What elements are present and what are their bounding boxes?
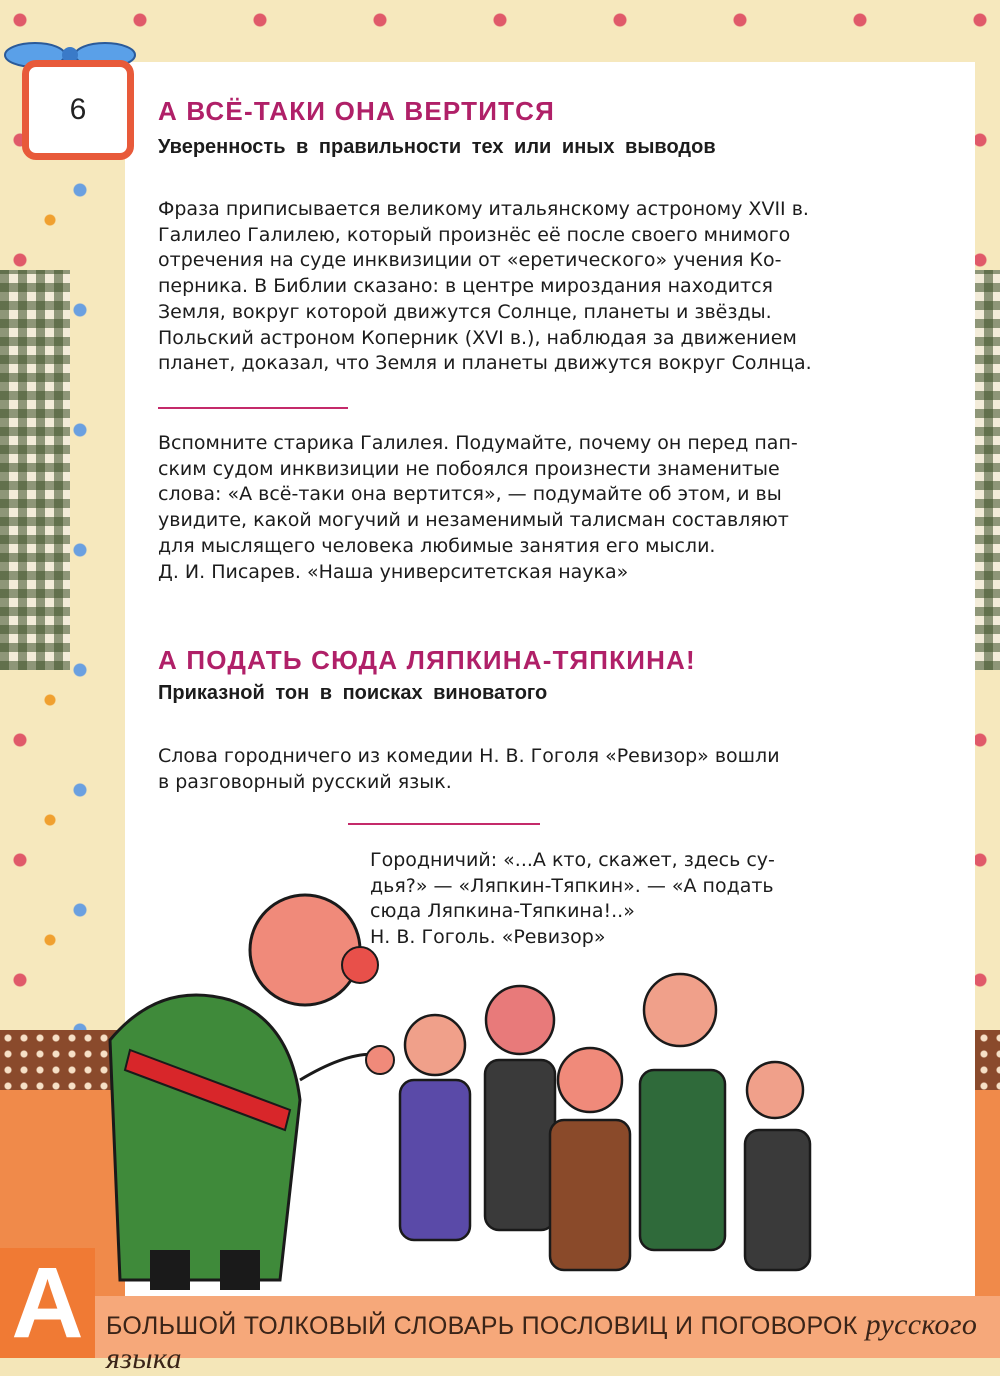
gorodnichiy-illustration-icon — [80, 880, 840, 1300]
text-line: отречения на суде инквизиции от «еретического» учения Ко- — [158, 249, 782, 272]
quote-source: Н. В. Гоголь. «Ревизор» — [370, 926, 606, 949]
quote-line: дья?» — «Ляпкин-Тяпкин». — «А подать — [370, 874, 774, 897]
entry1-body — [158, 197, 888, 377]
text-line: Польский астроном Коперник (XVI в.), наблюдая за движением — [158, 326, 797, 349]
text-line: Галилео Галилею, который произнёс её после своего мнимого — [158, 223, 791, 246]
entry2-subtitle: Приказной тон в поисках виноватого — [158, 682, 548, 704]
entry1-title: А ВСЁ-ТАКИ ОНА ВЕРТИТСЯ — [158, 96, 556, 126]
separator-line — [158, 407, 348, 409]
footer-script-text: русского языка — [106, 1308, 978, 1375]
separator-line — [348, 823, 540, 825]
quote-line: сюда Ляпкина-Тяпкина!..» — [370, 900, 635, 923]
quote-line: Городничий: «...А кто, скажет, здесь су- — [370, 849, 775, 871]
footer-text: БОЛЬШОЙ ТОЛКОВЫЙ СЛОВАРЬ ПОСЛОВИЦ И ПОГОВОРОК — [106, 1312, 858, 1340]
entry1-subtitle: Уверенность в правильности тех или иных выводов — [158, 136, 716, 158]
text-line: Фраза приписывается великому итальянскому астроному XVII в. — [158, 198, 809, 220]
page-number: 6 — [69, 93, 87, 126]
text-line: Слова городничего из комедии Н. В. Гоголя «Ревизор» вошли — [158, 745, 780, 767]
quote-line: для мыслящего человека любимые занятия его мысли. — [158, 534, 716, 557]
text-line: Земля, вокруг которой движутся Солнце, планеты и звёзды. — [158, 300, 772, 323]
quote-line: слова: «А всё-таки она вертится», — подумайте об этом, и вы — [158, 483, 782, 506]
quote-line: Вспомните старика Галилея. Подумайте, почему он перед пап- — [158, 432, 798, 454]
entry2-body — [158, 744, 888, 795]
page-number-frame — [22, 60, 134, 160]
quote-line: ским судом инквизиции не побоялся произнести знаменитые — [158, 457, 780, 480]
text-line: перника. В Библии сказано: в центре мироздания находится — [158, 275, 773, 298]
gingham-strip-left — [0, 270, 70, 670]
footer-title — [106, 1308, 1000, 1376]
text-line: планет, доказал, что Земля и планеты движутся вокруг Солнца. — [158, 352, 812, 375]
text-line: в разговорный русский язык. — [158, 770, 452, 793]
alphabet-letter: А — [0, 1248, 95, 1358]
quote-source: Д. И. Писарев. «Наша университетская наука» — [158, 560, 629, 583]
quote-line: увидите, какой могучий и незаменимый талисман составляют — [158, 509, 789, 532]
entry1-quote — [158, 431, 888, 585]
entry2-title: А ПОДАТЬ СЮДА ЛЯПКИНА-ТЯПКИНА! — [158, 645, 696, 675]
